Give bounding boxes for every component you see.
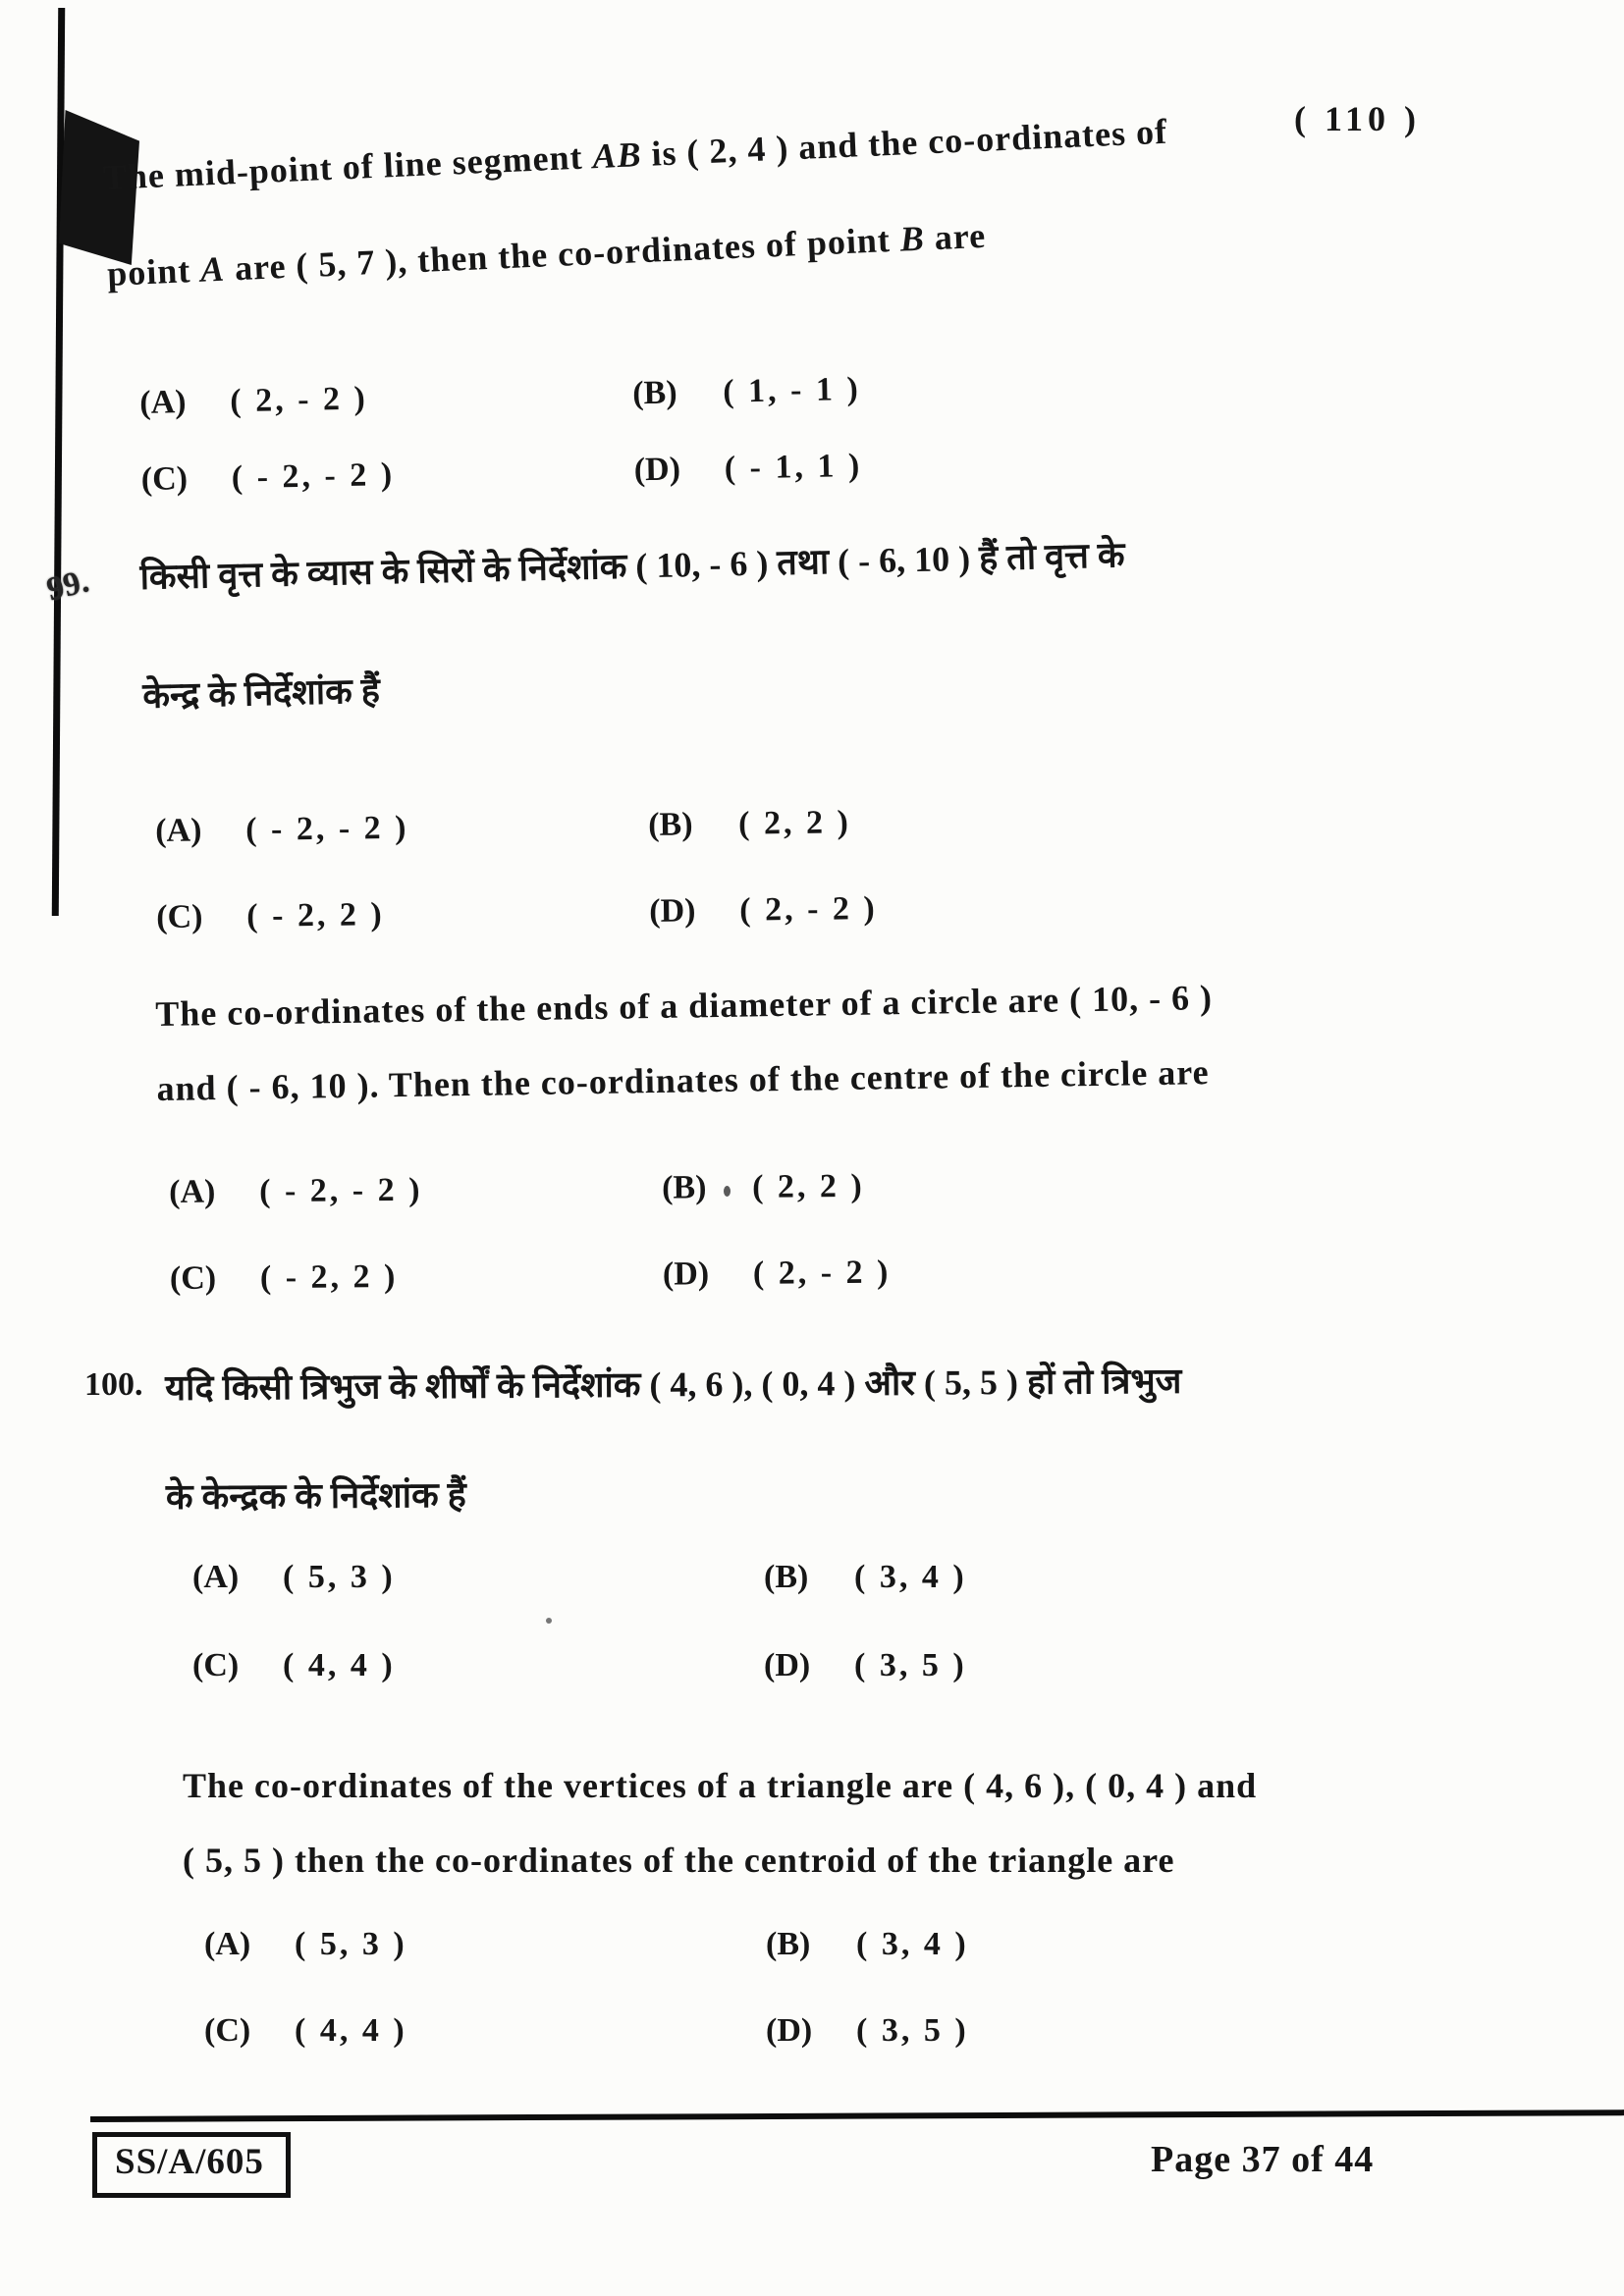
options-row (204, 1926, 969, 1963)
options-row (156, 890, 878, 936)
option-value: ( 5, 3 ) (283, 1559, 396, 1595)
option-label: (B) (631, 374, 677, 412)
question-100-number: 100. (84, 1366, 143, 1403)
question-98-options (139, 371, 863, 538)
option-label: (D) (766, 2012, 813, 2049)
option-label: (B) (764, 1559, 809, 1595)
option-label: (B) (647, 806, 693, 843)
option-label: (C) (192, 1647, 240, 1683)
option-label: (A) (204, 1926, 251, 1962)
option-value: ( 3, 5 ) (854, 1647, 967, 1683)
option-value: ( 2, 2 ) (737, 804, 852, 842)
text-part: are (923, 215, 987, 258)
option-value: ( 3, 4 ) (854, 1559, 967, 1595)
text-part: point (106, 249, 202, 294)
page-number-header: ( 110 ) (1294, 99, 1421, 138)
option-label: (D) (662, 1255, 710, 1293)
option-label: (A) (139, 384, 187, 421)
footer-code-box: SS/A/605 (92, 2132, 291, 2198)
question-99-hindi-options (155, 804, 879, 986)
option-value: ( 4, 4 ) (283, 1647, 396, 1683)
option-label: (C) (156, 898, 203, 935)
left-margin-scan-line (52, 8, 65, 916)
question-99-english-text (155, 973, 1492, 1143)
option-value: ( 1, - 1 ) (722, 370, 862, 410)
question-99-english-line-1: The co-ordinates of the ends of a diameter of a circle are ( 10, - 6 ) (155, 978, 1214, 1034)
option-value: ( 2, 2 ) (751, 1167, 865, 1205)
text-part: is ( 2, 4 ) and the co-ordinates of (640, 111, 1168, 175)
option-value: ( - 2, 2 ) (246, 896, 385, 934)
question-100-english-line-1: The co-ordinates of the vertices of a triangle are ( 4, 6 ), ( 0, 4 ) and (183, 1766, 1258, 1805)
question-99-hindi-text (139, 520, 1539, 789)
options-row (140, 448, 862, 499)
option-label: (C) (204, 2012, 251, 2049)
text-part: The mid-point of line segment (102, 136, 594, 197)
option-value: ( 2, - 2 ) (752, 1254, 892, 1292)
option-value: ( - 2, - 2 ) (244, 809, 409, 848)
options-row (170, 1255, 892, 1298)
question-100-hindi-line-1: यदि किसी त्रिभुज के शीर्षों के निर्देशांक ( 4, 6 ), ( 0, 4 ) और ( 5, 5 ) हों तो त्रिभुज (165, 1361, 1182, 1408)
option-value: ( 5, 3 ) (295, 1926, 407, 1962)
question-100-english-line-2: ( 5, 5 ) then the co-ordinates of the centroid of the triangle are (183, 1841, 1175, 1880)
option-value: ( 4, 4 ) (295, 2012, 407, 2049)
option-label: (D) (764, 1647, 811, 1683)
question-100-english-text (183, 1765, 1538, 1914)
footer-page-label: Page 37 of 44 (1151, 2139, 1375, 2180)
option-value: ( - 2, - 2 ) (258, 1171, 423, 1210)
options-row (139, 371, 861, 422)
option-label: (D) (633, 451, 681, 489)
option-value: ( - 2, 2 ) (259, 1257, 399, 1297)
math-var-AB: AB (591, 134, 643, 177)
question-100-hindi-options (192, 1559, 967, 1735)
math-var-A: A (199, 248, 227, 290)
question-99-hindi-line-1: किसी वृत्त के व्यास के सिरों के निर्देशांक ( 10, - 6 ) तथा ( - 6, 10 ) हैं तो वृत्त के (139, 535, 1125, 597)
question-100-hindi-line-2: के केन्द्रक के निर्देशांक हैं (165, 1474, 466, 1517)
question-98-line-2 (106, 196, 1413, 294)
option-label: (D) (649, 892, 696, 930)
option-label: (B) (766, 1926, 811, 1962)
options-row (192, 1559, 967, 1596)
question-99-english-line-2: and ( - 6, 10 ). Then the co-ordinates of the centre of the circle are (156, 1052, 1210, 1108)
option-value: ( 2, - 2 ) (229, 380, 369, 420)
question-99-english-options (169, 1168, 892, 1347)
question-98-line-1 (102, 100, 1409, 198)
option-label: (B) (661, 1169, 707, 1206)
option-value: ( 2, - 2 ) (739, 890, 878, 929)
option-label: (C) (169, 1259, 217, 1297)
option-value: ( 3, 4 ) (856, 1926, 969, 1962)
option-value: ( - 1, 1 ) (724, 447, 863, 487)
option-label: (C) (140, 460, 189, 498)
question-99-hindi-line-2: केन्द्र के निर्देशांक हैं (141, 670, 381, 716)
option-label: (A) (169, 1173, 216, 1210)
question-99-number: 99. (43, 562, 93, 609)
options-row (169, 1168, 891, 1211)
options-row (192, 1647, 967, 1684)
question-100-hindi-text (165, 1353, 1561, 1580)
option-value: ( 3, 5 ) (856, 2012, 969, 2049)
footer-divider-line (90, 2109, 1624, 2122)
option-value: ( - 2, - 2 ) (231, 456, 396, 497)
question-98-text (102, 100, 1415, 349)
option-label: (A) (192, 1559, 240, 1595)
options-row (155, 804, 877, 850)
options-row (204, 2012, 969, 2050)
text-part: are ( 5, 7 ), then the co-ordinates of point (224, 219, 901, 289)
question-100-english-options (204, 1926, 969, 2099)
math-var-B: B (898, 218, 926, 259)
option-label: (A) (155, 812, 202, 849)
